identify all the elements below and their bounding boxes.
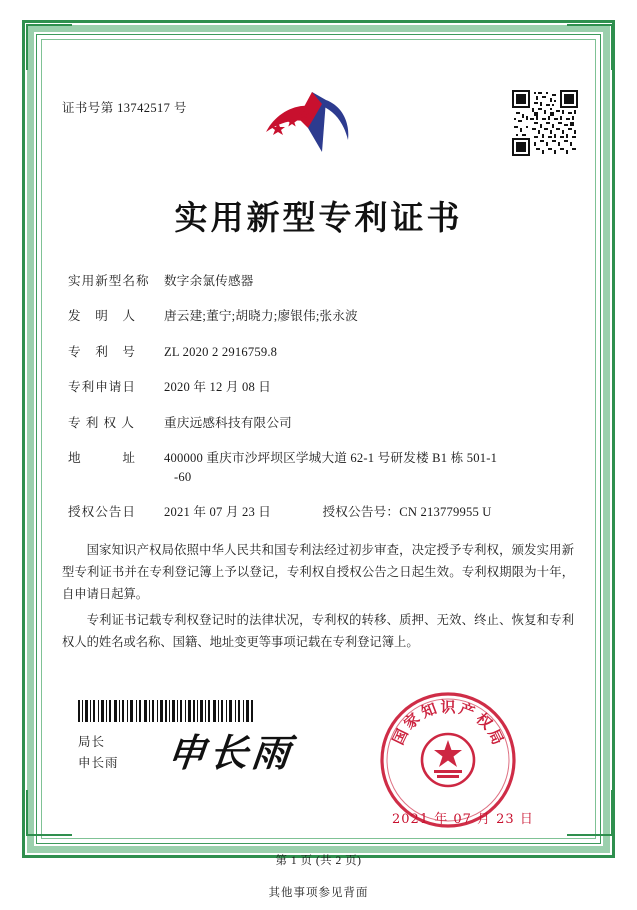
field-value: 数字余氯传感器 bbox=[164, 274, 254, 288]
svg-text:国: 国 bbox=[388, 726, 412, 748]
svg-text:识: 识 bbox=[440, 698, 456, 716]
corner-ornament-top-right bbox=[567, 24, 613, 70]
handwritten-signature: 申长雨 bbox=[165, 730, 297, 775]
address-line-2: -60 bbox=[174, 469, 192, 484]
barcode-icon bbox=[78, 700, 253, 722]
field-row bbox=[68, 272, 568, 291]
field-row bbox=[68, 343, 568, 362]
legal-text bbox=[62, 540, 574, 657]
field-value: 重庆远感科技有限公司 bbox=[164, 415, 292, 430]
svg-text:产: 产 bbox=[456, 699, 478, 722]
field-value bbox=[164, 449, 568, 487]
field-row-publication bbox=[68, 503, 568, 522]
field-row bbox=[68, 414, 568, 433]
svg-text:家: 家 bbox=[400, 709, 424, 733]
field-value bbox=[164, 503, 568, 522]
field-value: 唐云建;董宁;胡晓力;廖银伟;张永波 bbox=[164, 309, 358, 324]
certificate-number: 证书号第 13742517 号 bbox=[62, 101, 187, 115]
field-label: 专 利 号 bbox=[68, 344, 136, 359]
corner-ornament-bottom-right bbox=[567, 790, 613, 836]
publication-date: 2021 年 07 月 23 日 bbox=[164, 505, 272, 520]
qr-code-icon bbox=[512, 90, 578, 156]
signature-title-line-2: 申长雨 bbox=[78, 756, 119, 771]
field-value: 2020 年 12 月 08 日 bbox=[164, 380, 272, 395]
publication-number-value: CN 213779955 U bbox=[399, 505, 492, 520]
paragraph-2: 专利证书记载专利权登记时的法律状况，专利权的转移、质押、无效、终止、恢复和专利权人的姓名或名称、国籍、地址变更等事项记载在专利登记簿上。 bbox=[62, 612, 574, 649]
publication-number-label: 授权公告号： bbox=[322, 505, 400, 520]
seal-date: 2021 年 07 月 23 日 bbox=[392, 812, 534, 827]
field-value: ZL 2020 2 2916759.8 bbox=[164, 344, 278, 359]
address-line-1: 400000 重庆市沙坪坝区学城大道 62-1 号研发楼 B1 栋 501-1 bbox=[164, 450, 498, 465]
field-label: 实用新型名称 bbox=[68, 274, 150, 288]
patent-office-logo-icon bbox=[252, 88, 362, 160]
svg-text:知: 知 bbox=[418, 699, 440, 722]
field-label: 授权公告日 bbox=[68, 505, 136, 520]
field-label: 专 利 权 人 bbox=[68, 415, 135, 430]
field-list bbox=[68, 272, 568, 539]
signature-title bbox=[78, 732, 119, 775]
footer-note: 其他事项参见背面 bbox=[268, 887, 369, 899]
page-number: 第 1 页 (共 2 页) bbox=[275, 855, 362, 867]
paragraph-1: 国家知识产权局依照中华人民共和国专利法经过初步审查，决定授予专利权，颁发实用新型专利证书并在专利登记簿上予以登记，专利权自授权公告之日起生效。专利权期限为十年，自申请日起算。 bbox=[62, 543, 574, 601]
corner-ornament-bottom-left bbox=[26, 790, 72, 836]
field-row bbox=[68, 307, 568, 326]
field-label: 发 明 人 bbox=[68, 309, 136, 324]
field-row-address bbox=[68, 449, 568, 487]
field-label: 专利申请日 bbox=[68, 380, 136, 395]
svg-text:局: 局 bbox=[484, 726, 508, 748]
signature-title-line-1: 局长 bbox=[78, 735, 106, 749]
svg-text:权: 权 bbox=[472, 709, 496, 733]
corner-ornament-top-left bbox=[26, 24, 72, 70]
page-title: 实用新型专利证书 bbox=[174, 198, 463, 237]
field-row bbox=[68, 378, 568, 397]
field-label: 地 址 bbox=[68, 450, 136, 465]
